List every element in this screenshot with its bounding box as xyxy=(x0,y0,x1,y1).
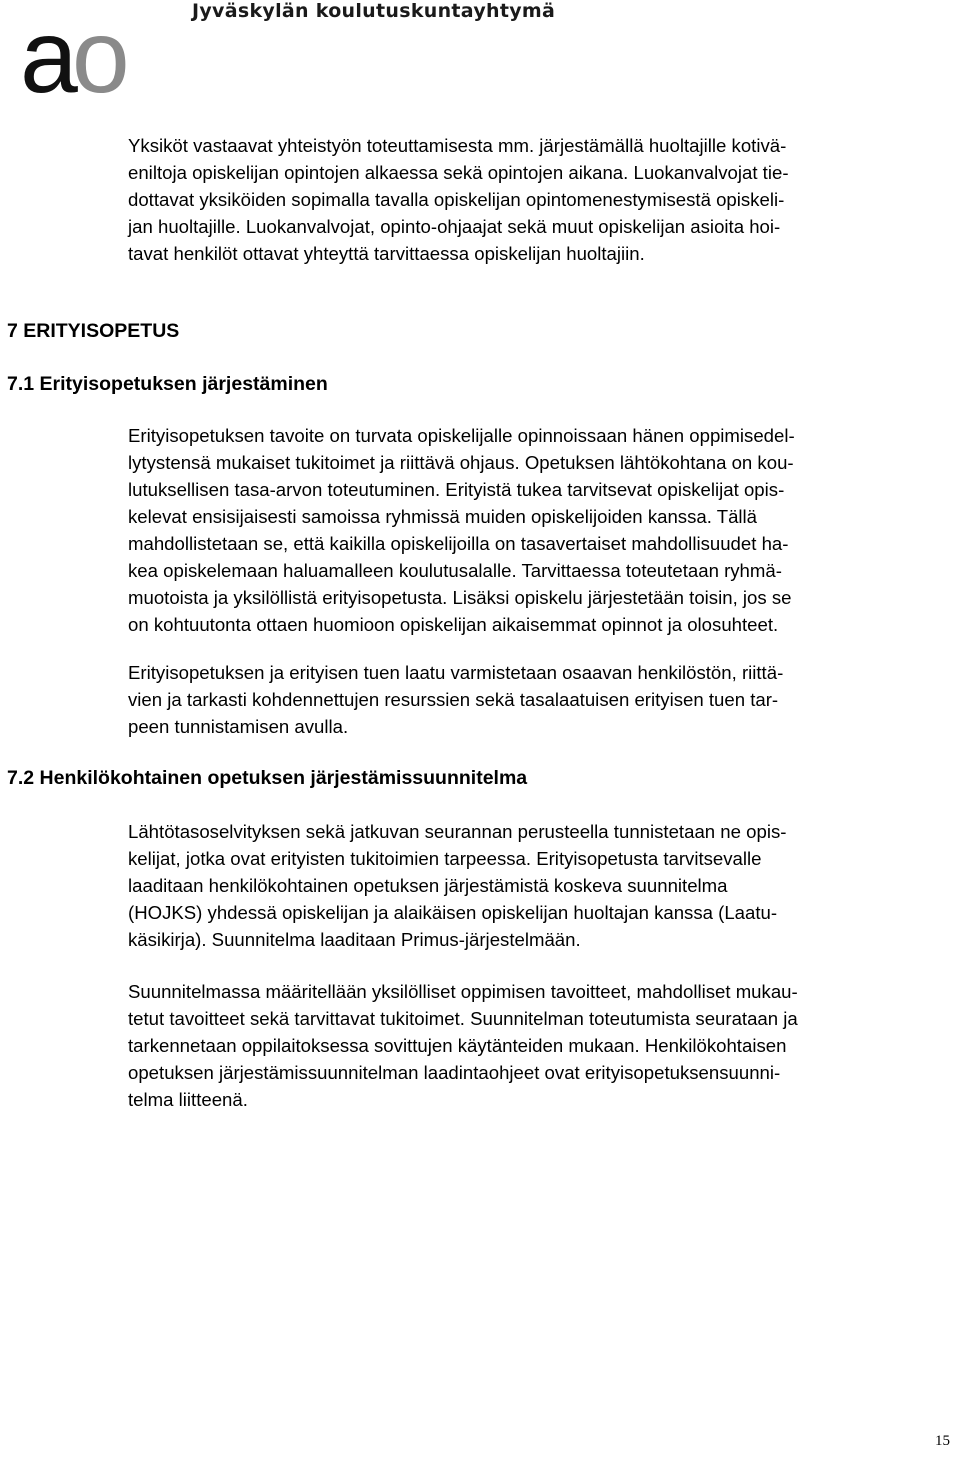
text-line: Erityisopetuksen tavoite on turvata opiskelijalle opinnoissaan hänen oppimisedel- xyxy=(128,425,795,446)
text-line: (HOJKS) yhdessä opiskelijan ja alaikäisen opiskelijan huoltajan kanssa (Laatu- xyxy=(128,902,778,923)
page-number: 15 xyxy=(935,1433,950,1449)
section-heading-7-1: 7.1 Erityisopetuksen järjestäminen xyxy=(7,373,328,395)
paragraph-7-2-b xyxy=(128,978,960,1113)
text-line: peen tunnistamisen avulla. xyxy=(128,716,349,737)
text-line: mahdollistetaan se, että kaikilla opiskelijoilla on tasavertaiset mahdollisuudet ha- xyxy=(128,533,789,554)
text-line: on kohtuutonta ottaen huomioon opiskelijan aikaisemmat opinnot ja olosuhteet. xyxy=(128,614,779,635)
paragraph-7-1-b xyxy=(128,659,960,740)
text-line: dottavat yksiköiden sopimalla tavalla opiskelijan opintomenestymisestä opiskeli- xyxy=(128,189,785,210)
text-line: Suunnitelmassa määritellään yksilölliset oppimisen tavoitteet, mahdolliset mukau- xyxy=(128,981,798,1002)
text-line: lutuksellisen tasa-arvon toteutuminen. Erityistä tukea tarvitsevat opiskelijat opis- xyxy=(128,479,785,500)
svg-text:ao xyxy=(20,20,126,100)
text-line: kelevat ensisijaisesti samoissa ryhmissä muiden opiskelijoiden kanssa. Tällä xyxy=(128,506,758,527)
text-line: laaditaan henkilökohtainen opetuksen järjestämistä koskeva suunnitelma xyxy=(128,875,728,896)
text-line: tetut tavoitteet sekä tarvittavat tukitoimet. Suunnitelman toteutumista seurataan ja xyxy=(128,1008,798,1029)
section-heading-7: 7 ERITYISOPETUS xyxy=(7,320,180,342)
paragraph-7-2-a xyxy=(128,818,960,953)
text-line: tavat henkilöt ottavat yhteyttä tarvittaessa opiskelijan huoltajiin. xyxy=(128,243,645,264)
paragraph-7-1-a xyxy=(128,422,960,638)
text-line: lytystensä mukaiset tukitoimet ja riittävä ohjaus. Opetuksen lähtökohtana on kou- xyxy=(128,452,794,473)
text-line: telma liitteenä. xyxy=(128,1089,248,1110)
text-line: opetuksen järjestämissuunnitelman laadintaohjeet ovat erityisopetuksensuunni- xyxy=(128,1062,781,1083)
text-line: Lähtötasoselvityksen sekä jatkuvan seurannan perusteella tunnistetaan ne opis- xyxy=(128,821,787,842)
organization-name: Jyväskylän koulutuskuntayhtymä xyxy=(192,0,556,22)
text-line: käsikirja). Suunnitelma laaditaan Primus-järjestelmään. xyxy=(128,929,581,950)
text-line: eniltoja opiskelijan opintojen alkaessa sekä opintojen aikana. Luokanvalvojat tie- xyxy=(128,162,789,183)
section-heading-7-2: 7.2 Henkilökohtainen opetuksen järjestämissuunnitelma xyxy=(7,767,528,789)
text-line: muotoista ja yksilöllistä erityisopetusta. Lisäksi opiskelu järjestetään toisin, jos se xyxy=(128,587,792,608)
text-line: kea opiskelemaan haluamalleen koulutusalalle. Tarvittaessa toteutetaan ryhmä- xyxy=(128,560,782,581)
text-line: kelijat, jotka ovat erityisten tukitoimien tarpeessa. Erityisopetusta tarvitsevalle xyxy=(128,848,762,869)
intro-paragraph xyxy=(128,132,960,267)
text-line: jan huoltajille. Luokanvalvojat, opinto-ohjaajat sekä muut opiskelijan asioita hoi- xyxy=(128,216,781,237)
logo-letter-a: a xyxy=(20,20,72,100)
text-line: Yksiköt vastaavat yhteistyön toteuttamisesta mm. järjestämällä huoltajille kotivä- xyxy=(128,135,787,156)
organization-logo xyxy=(20,20,170,100)
text-line: Erityisopetuksen ja erityisen tuen laatu varmistetaan osaavan henkilöstön, riittä- xyxy=(128,662,784,683)
text-line: vien ja tarkasti kohdennettujen resurssien sekä tasalaatuisen erityisen tuen tar- xyxy=(128,689,779,710)
text-line: tarkennetaan oppilaitoksessa sovittujen käytänteiden mukaan. Henkilökohtaisen xyxy=(128,1035,787,1056)
logo-letter-o: o xyxy=(71,20,124,100)
